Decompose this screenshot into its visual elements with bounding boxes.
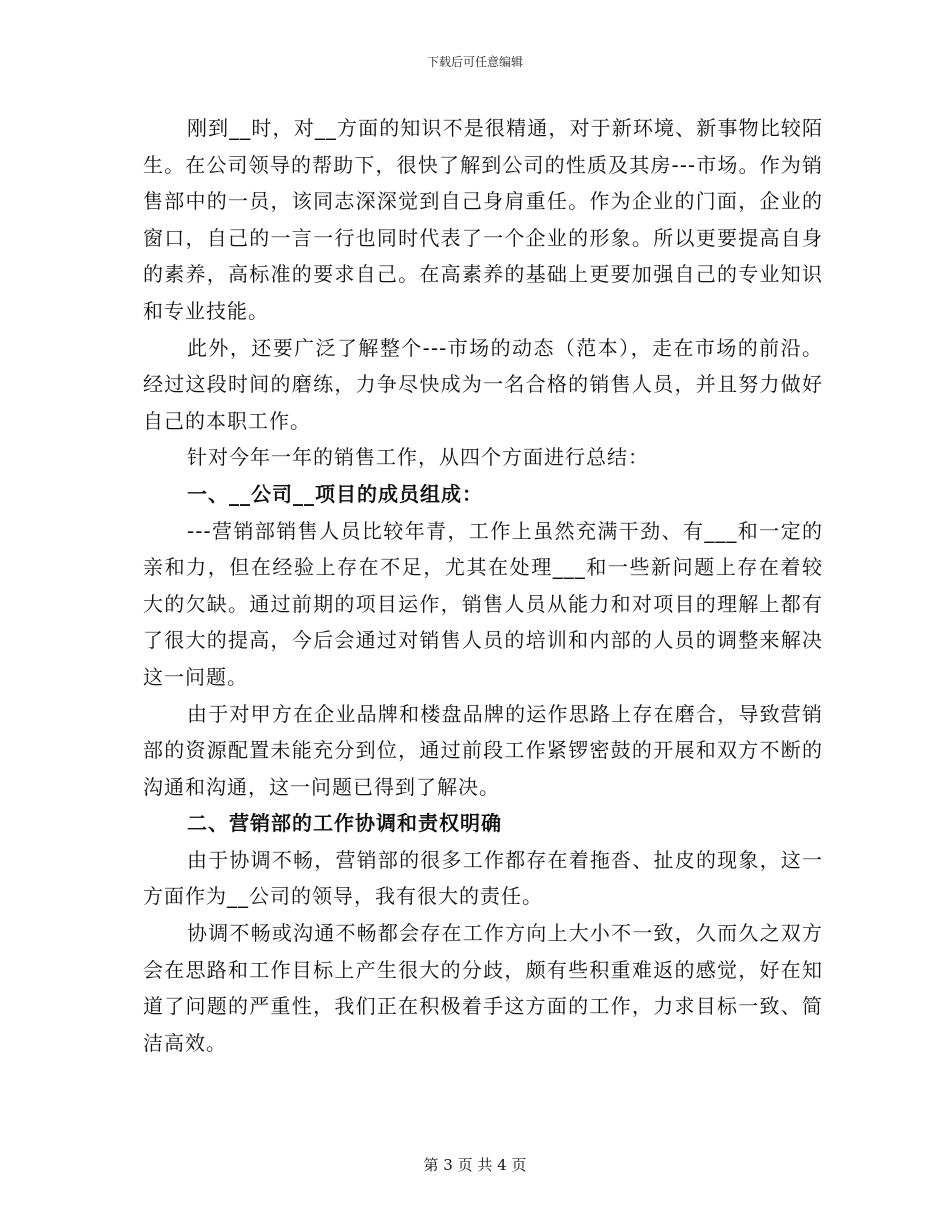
page-header-note: 下载后可任意编辑 — [426, 55, 523, 69]
section-heading-2: 二、营销部的工作协调和责权明确 — [187, 811, 502, 836]
paragraph-team: ---营销部销售人员比较年青，工作上虽然充满干劲、有___和一定的亲和力，但在经验上存在不足，尤其在处理___和一些新问题上存在着较大的欠缺。通过前期的项目运作，销售人员从能力和对项目的理解上都有了很大的提高，今后会通过对销售人员的培训和内部的人员的调整来解决这一问题。 — [143, 518, 823, 689]
page-number: 第 3 页 共 4 页 — [423, 1156, 527, 1174]
paragraph-resources: 由于对甲方在企业品牌和楼盘品牌的运作思路上存在磨合，导致营销部的资源配置未能充分到位，通过前段工作紧锣密鼓的开展和双方不断的沟通和沟通，这一问题已得到了解决。 — [143, 701, 823, 799]
document-body — [143, 110, 823, 1061]
paragraph-summary-lead: 针对今年一年的销售工作，从四个方面进行总结： — [187, 445, 649, 470]
paragraph-market: 此外，还要广泛了解整个---市场的动态（范本），走在市场的前沿。经过这段时间的磨练，力争尽快成为一名合格的销售人员，并且努力做好自己的本职工作。 — [143, 335, 823, 433]
paragraph-communication: 协调不畅或沟通不畅都会存在工作方向上大小不一致，久而久之双方会在思路和工作目标上产生很大的分歧，颇有些积重难返的感觉，好在知道了问题的严重性，我们正在积极着手这方面的工作，力求目标一致、简洁高效。 — [143, 921, 823, 1055]
section-heading-1: 一、__公司__项目的成员组成： — [187, 481, 483, 506]
paragraph-intro: 刚到__时，对__方面的知识不是很精通，对于新环境、新事物比较陌生。在公司领导的帮助下，很快了解到公司的性质及其房---市场。作为销售部中的一员，该同志深深觉到自己身肩重任。作为企业的门面，企业的窗口，自己的一言一行也同时代表了一个企业的形象。所以更要提高自身的素养，高标准的要求自己。在高素养的基础上更要加强自己的专业知识和专业技能。 — [143, 116, 823, 323]
paragraph-coordination: 由于协调不畅，营销部的很多工作都存在着拖沓、扯皮的现象，这一方面作为__公司的领导，我有很大的责任。 — [143, 847, 823, 909]
